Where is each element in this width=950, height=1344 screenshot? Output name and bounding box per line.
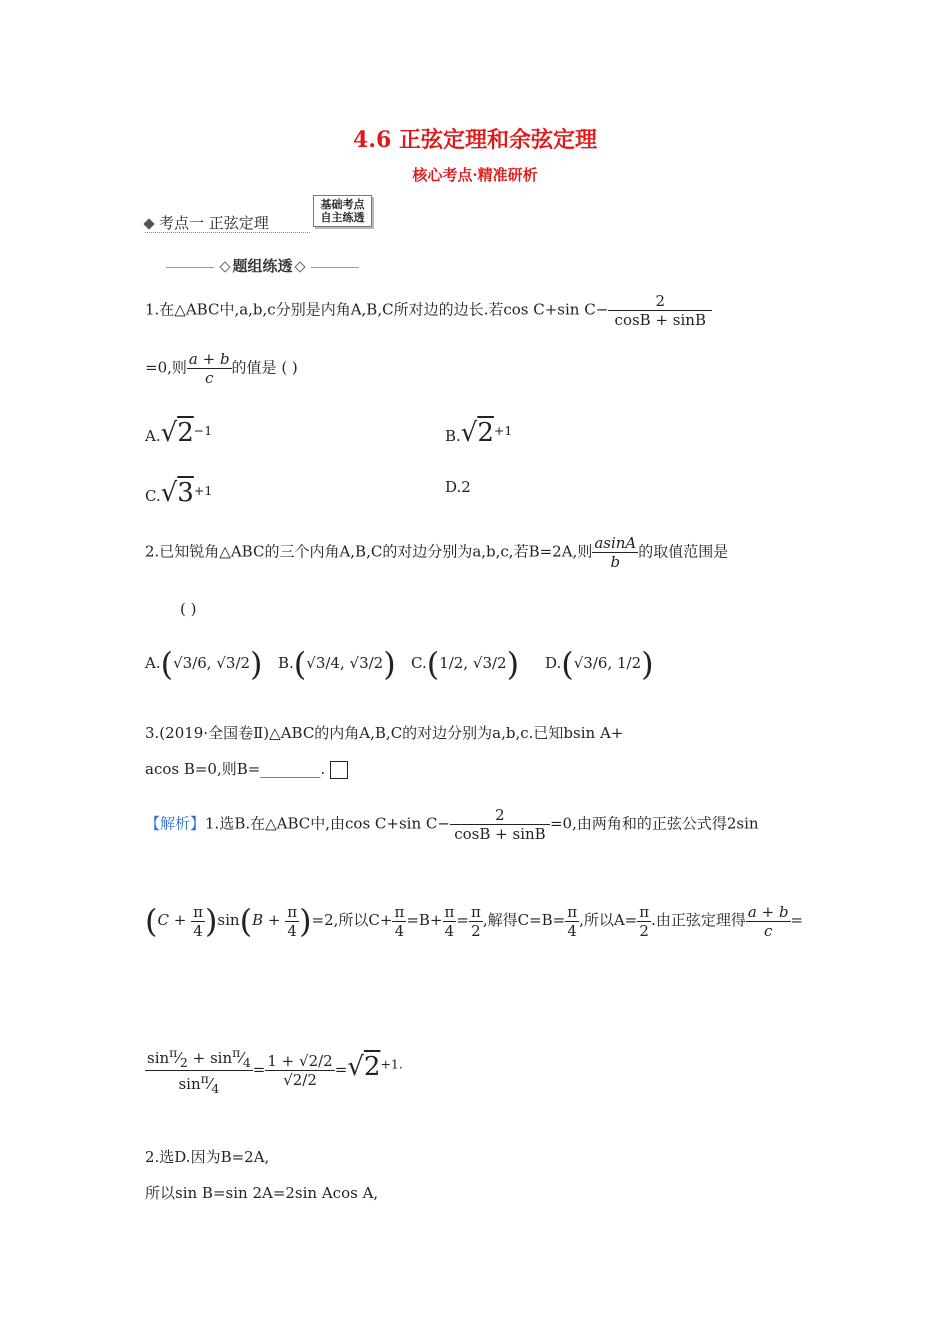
solution-line-2: (C + $\frac{\pi}{4}$ )sin(B + $\frac{\pi}{4}$ )=2,所以C+ $\frac{\pi}{4}$ =B+ $\frac{\pi}{4}$ = $\frac{\pi}{2}$ ,解得C=B= $\frac{\pi}{4}$ ,所以A= $\frac{\pi}{2}$ .由正弦定理得 $\frac{a + b}{c}$ = (145, 902, 804, 940)
question-1: 1.在△ABC中,a,b,c分别是内角A,B,C所对边的边长.若cos C+sin C− $\frac{2}{\cos B + \sin B}$ (145, 292, 712, 329)
question-2-paren: ( ) (180, 600, 197, 618)
q1-option-b[interactable]: $B.√2^{+1}$ (445, 418, 513, 448)
q1-option-a[interactable]: $A.√2^{-1}$ (145, 418, 213, 448)
solution-line-1: 【解析】1.选B.在△ABC中,由cos C+sin C− $\frac{2}{\cos B + \sin B}$ =0,由两角和的正弦公式得2sin (145, 806, 759, 843)
page-subtitle: 核心考点·精准研析 (412, 166, 538, 184)
solution-line-4: 2.选D.因为B=2A, (145, 1148, 270, 1166)
section-badge: 基础考点 自主练透 (313, 195, 372, 227)
solution-line-3: $\frac{\sin^\pi⁄_2 + \sin^\pi⁄_4}{\sin^\pi⁄_4}$ = $\frac{1 + √2/2}{√2/2}$ $=√2^{+1.}$ (147, 1045, 403, 1096)
q1-option-c[interactable]: $C.√3^{+1}$ (145, 478, 213, 508)
diamond-icon (143, 218, 154, 229)
q1-option-d[interactable]: D.2 (445, 478, 471, 496)
question-3-line2: acos B=0,则B=________. (145, 758, 348, 779)
solution-line-5: 所以sin B=sin 2A=2sin Acos A, (145, 1184, 379, 1202)
section-heading: 考点一 正弦定理 (145, 212, 269, 233)
page-title: 4.6 正弦定理和余弦定理 (353, 127, 597, 153)
dotted-divider (145, 232, 310, 233)
q2-option-d[interactable]: D.(√3/6, 1/2) (545, 645, 654, 683)
q2-option-a[interactable]: A.(√3/6, √3/2) (145, 645, 263, 683)
q2-option-c[interactable]: C.(1/2, √3/2) (411, 645, 520, 683)
q2-option-b[interactable]: B.(√3/4, √3/2) (278, 645, 396, 683)
question-2: 2.已知锐角△ABC的三个内角A,B,C的对边分别为a,b,c,若B=2A,则 $\frac{asinA}{b}$ 的取值范围是 (145, 534, 729, 571)
question-3-line1: 3.(2019·全国卷Ⅱ)△ABC的内角A,B,C的对边分别为a,b,c.已知bsin A+ (145, 724, 624, 742)
question-1-cont: =0,则 $\frac{a + b}{c}$ 的值是 ( ) (145, 350, 298, 387)
answer-box[interactable] (330, 761, 348, 779)
group-label: 题组练透 (160, 255, 365, 276)
